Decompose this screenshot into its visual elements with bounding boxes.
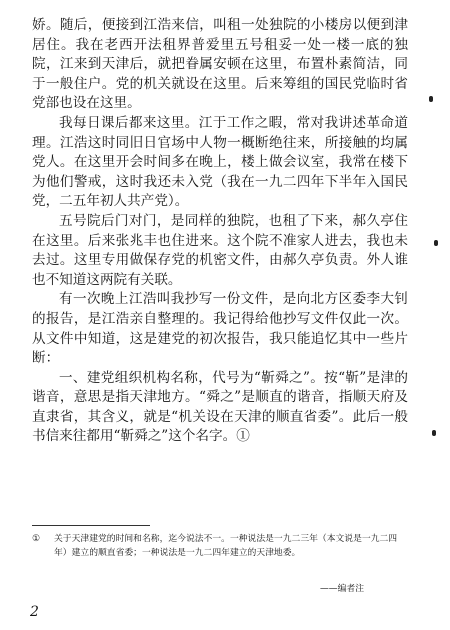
footnote-divider <box>32 525 150 526</box>
paragraph-4: 有一次晚上江浩叫我抄写一份文件，是向北方区委李大钊的报告，是江浩亲自整理的。我记得给他抄写文件仅此一次。从文件中知道，这是建党的初次报告，我只能追忆其中一些片断： <box>32 291 408 367</box>
footnote-marker: ① <box>32 534 40 544</box>
margin-speck <box>429 96 433 102</box>
margin-speck <box>432 430 436 436</box>
footnote <box>32 532 408 594</box>
margin-speck <box>434 240 438 246</box>
page-number: 2 <box>30 604 39 620</box>
paragraph-3: 五号院后门对门，是同样的独院，也租了下来，郝久亭住在这里。后来张兆丰也住进来。这个院不准家人进去，我也未去过。这里专用做保存党的机密文件，由郝久亭负责。外人谁也不知道这两院有关联。 <box>32 212 408 288</box>
footnote-text: 关于天津建党的时间和名称，迄今说法不一。一种说法是一九二三年（本文说是一九二四年）建立的顺直省委；一种说法是一九二四年建立的天津地委。 <box>54 534 398 558</box>
footnote-signature: ——编者注 <box>320 584 364 594</box>
paragraph-1: 娇。随后，便接到江浩来信，叫租一处独院的小楼房以便到津居住。我在老西开法租界普爱里五号租妥一处一楼一底的独院，江来到天津后，就把眷属安顿在这里，布置朴素简洁，同于一般住户。党的机关就设在这里。后来筹组的国民党临时省党部也设在这里。 <box>32 17 408 112</box>
body-text <box>32 16 408 447</box>
paragraph-5: 一、建党组织机构名称，代号为“靳舜之”。按“靳”是津的谐音，意思是指天津地方。“舜之”是顺直的谐音，指顺天府及直隶省，其含义，就是“机关设在天津的顺直省委”。此后一般书信来往都用“靳舜之”这个名字。① <box>32 369 408 445</box>
paragraph-2: 我每日课后都来这里。江于工作之暇，常对我讲述革命道理。江浩这时同旧日官场中人物一概断绝往来，所接触的均属党人。在这里开会时间多在晚上，楼上做会议室，我常在楼下为他们警戒，这时我还未入党（我在一九二四年下半年入国民党，二五年初人共产党）。 <box>32 114 408 210</box>
